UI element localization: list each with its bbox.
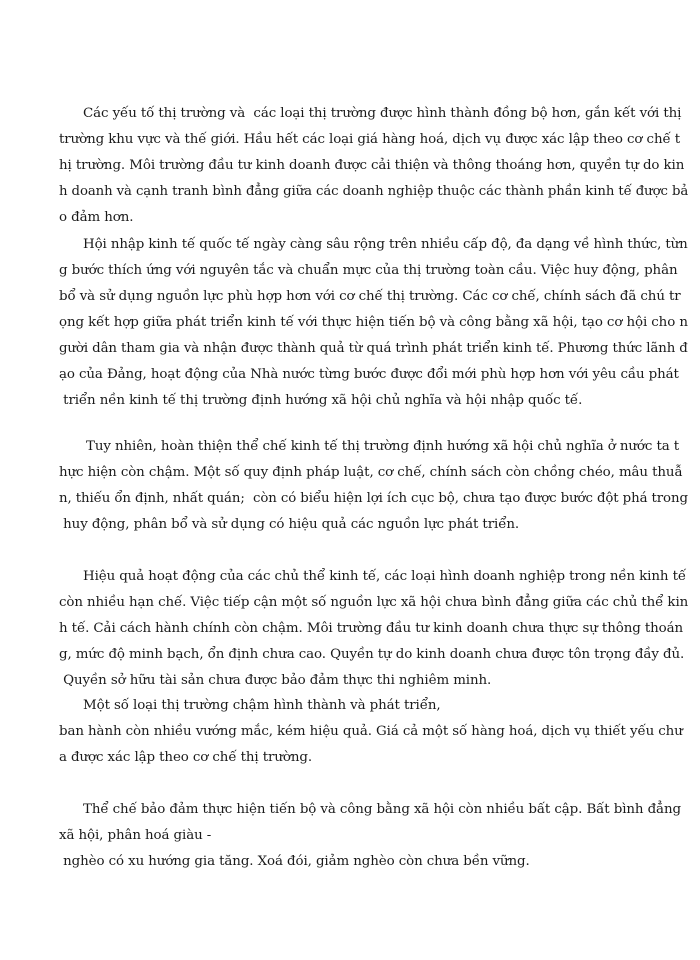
text-line: Một số loại thị trường chậm hình thành và phát triển, <box>83 698 441 713</box>
text-line: hực hiện còn chậm. Một số quy định pháp luật, cơ chế, chính sách còn chồng chéo, mâu thuẫ <box>59 465 683 480</box>
text-line: bổ và sử dụng nguồn lực phù hợp hơn với cơ chế thị trường. Các cơ chế, chính sách đã chú tr <box>59 289 681 304</box>
text-line: trường khu vực và thế giới. Hầu hết các loại giá hàng hoá, dịch vụ được xác lập theo cơ chế t <box>59 132 681 147</box>
text-line: xã hội, phân hoá giàu - <box>59 828 212 843</box>
text-line: gười dân tham gia và nhận được thành quả từ quá trình phát triển kinh tế. Phương thức lãnh đ <box>59 341 688 356</box>
text-line: g bước thích ứng với nguyên tắc và chuẩn mực của thị trường toàn cầu. Việc huy động, phân <box>59 263 678 278</box>
text-line: a được xác lập theo cơ chế thị trường. <box>59 750 312 765</box>
text-line: h doanh và cạnh tranh bình đẳng giữa các doanh nghiệp thuộc các thành phần kinh tế được bả <box>59 184 689 199</box>
text-line: n, thiếu ổn định, nhất quán; còn có biểu hiện lợi ích cục bộ, chưa tạo được bước đột phá trong <box>59 491 688 506</box>
text-line: Hội nhập kinh tế quốc tế ngày càng sâu rộng trên nhiều cấp độ, đa dạng về hình thức, từn <box>83 237 688 252</box>
text-line: ban hành còn nhiều vướng mắc, kém hiệu quả. Giá cả một số hàng hoá, dịch vụ thiết yếu chư <box>59 724 683 739</box>
text-line: hị trường. Môi trường đầu tư kinh doanh được cải thiện và thông thoáng hơn, quyền tự do kin <box>59 158 685 173</box>
text-line: Tuy nhiên, hoàn thiện thể chế kinh tế thị trường định hướng xã hội chủ nghĩa ở nước ta t <box>86 439 680 454</box>
text-line: triển nền kinh tế thị trường định hướng xã hội chủ nghĩa và hội nhập quốc tế. <box>59 393 583 408</box>
text-line: Hiệu quả hoạt động của các chủ thể kinh tế, các loại hình doanh nghiệp trong nền kinh tế <box>83 569 686 584</box>
text-line: ọng kết hợp giữa phát triển kinh tế với thực hiện tiến bộ và công bằng xã hội, tạo cơ hội cho n <box>59 315 688 330</box>
text-line: Thể chế bảo đảm thực hiện tiến bộ và công bằng xã hội còn nhiều bất cập. Bất bình đẳng <box>83 802 681 817</box>
text-line: huy động, phân bổ và sử dụng có hiệu quả các nguồn lực phát triển. <box>59 517 520 532</box>
text-line: nghèo có xu hướng gia tăng. Xoá đói, giảm nghèo còn chưa bền vững. <box>59 854 530 869</box>
text-line: g, mức độ minh bạch, ổn định chưa cao. Quyền tự do kinh doanh chưa được tôn trọng đầy đủ. <box>59 647 685 662</box>
text-line: Quyền sở hữu tài sản chưa được bảo đảm thực thi nghiêm minh. <box>59 673 492 688</box>
text-line: còn nhiều hạn chế. Việc tiếp cận một số nguồn lực xã hội chưa bình đẳng giữa các chủ thể kin <box>59 595 689 610</box>
text-line: ạo của Đảng, hoạt động của Nhà nước từng bước được đổi mới phù hợp hơn với yêu cầu phát <box>59 367 679 382</box>
text-line: o đảm hơn. <box>59 210 134 225</box>
text-line: Các yếu tố thị trường và các loại thị trường được hình thành đồng bộ hơn, gắn kết với thị <box>83 106 682 121</box>
text-line: h tế. Cải cách hành chính còn chậm. Môi trường đầu tư kinh doanh chưa thực sự thông thoán <box>59 621 684 636</box>
